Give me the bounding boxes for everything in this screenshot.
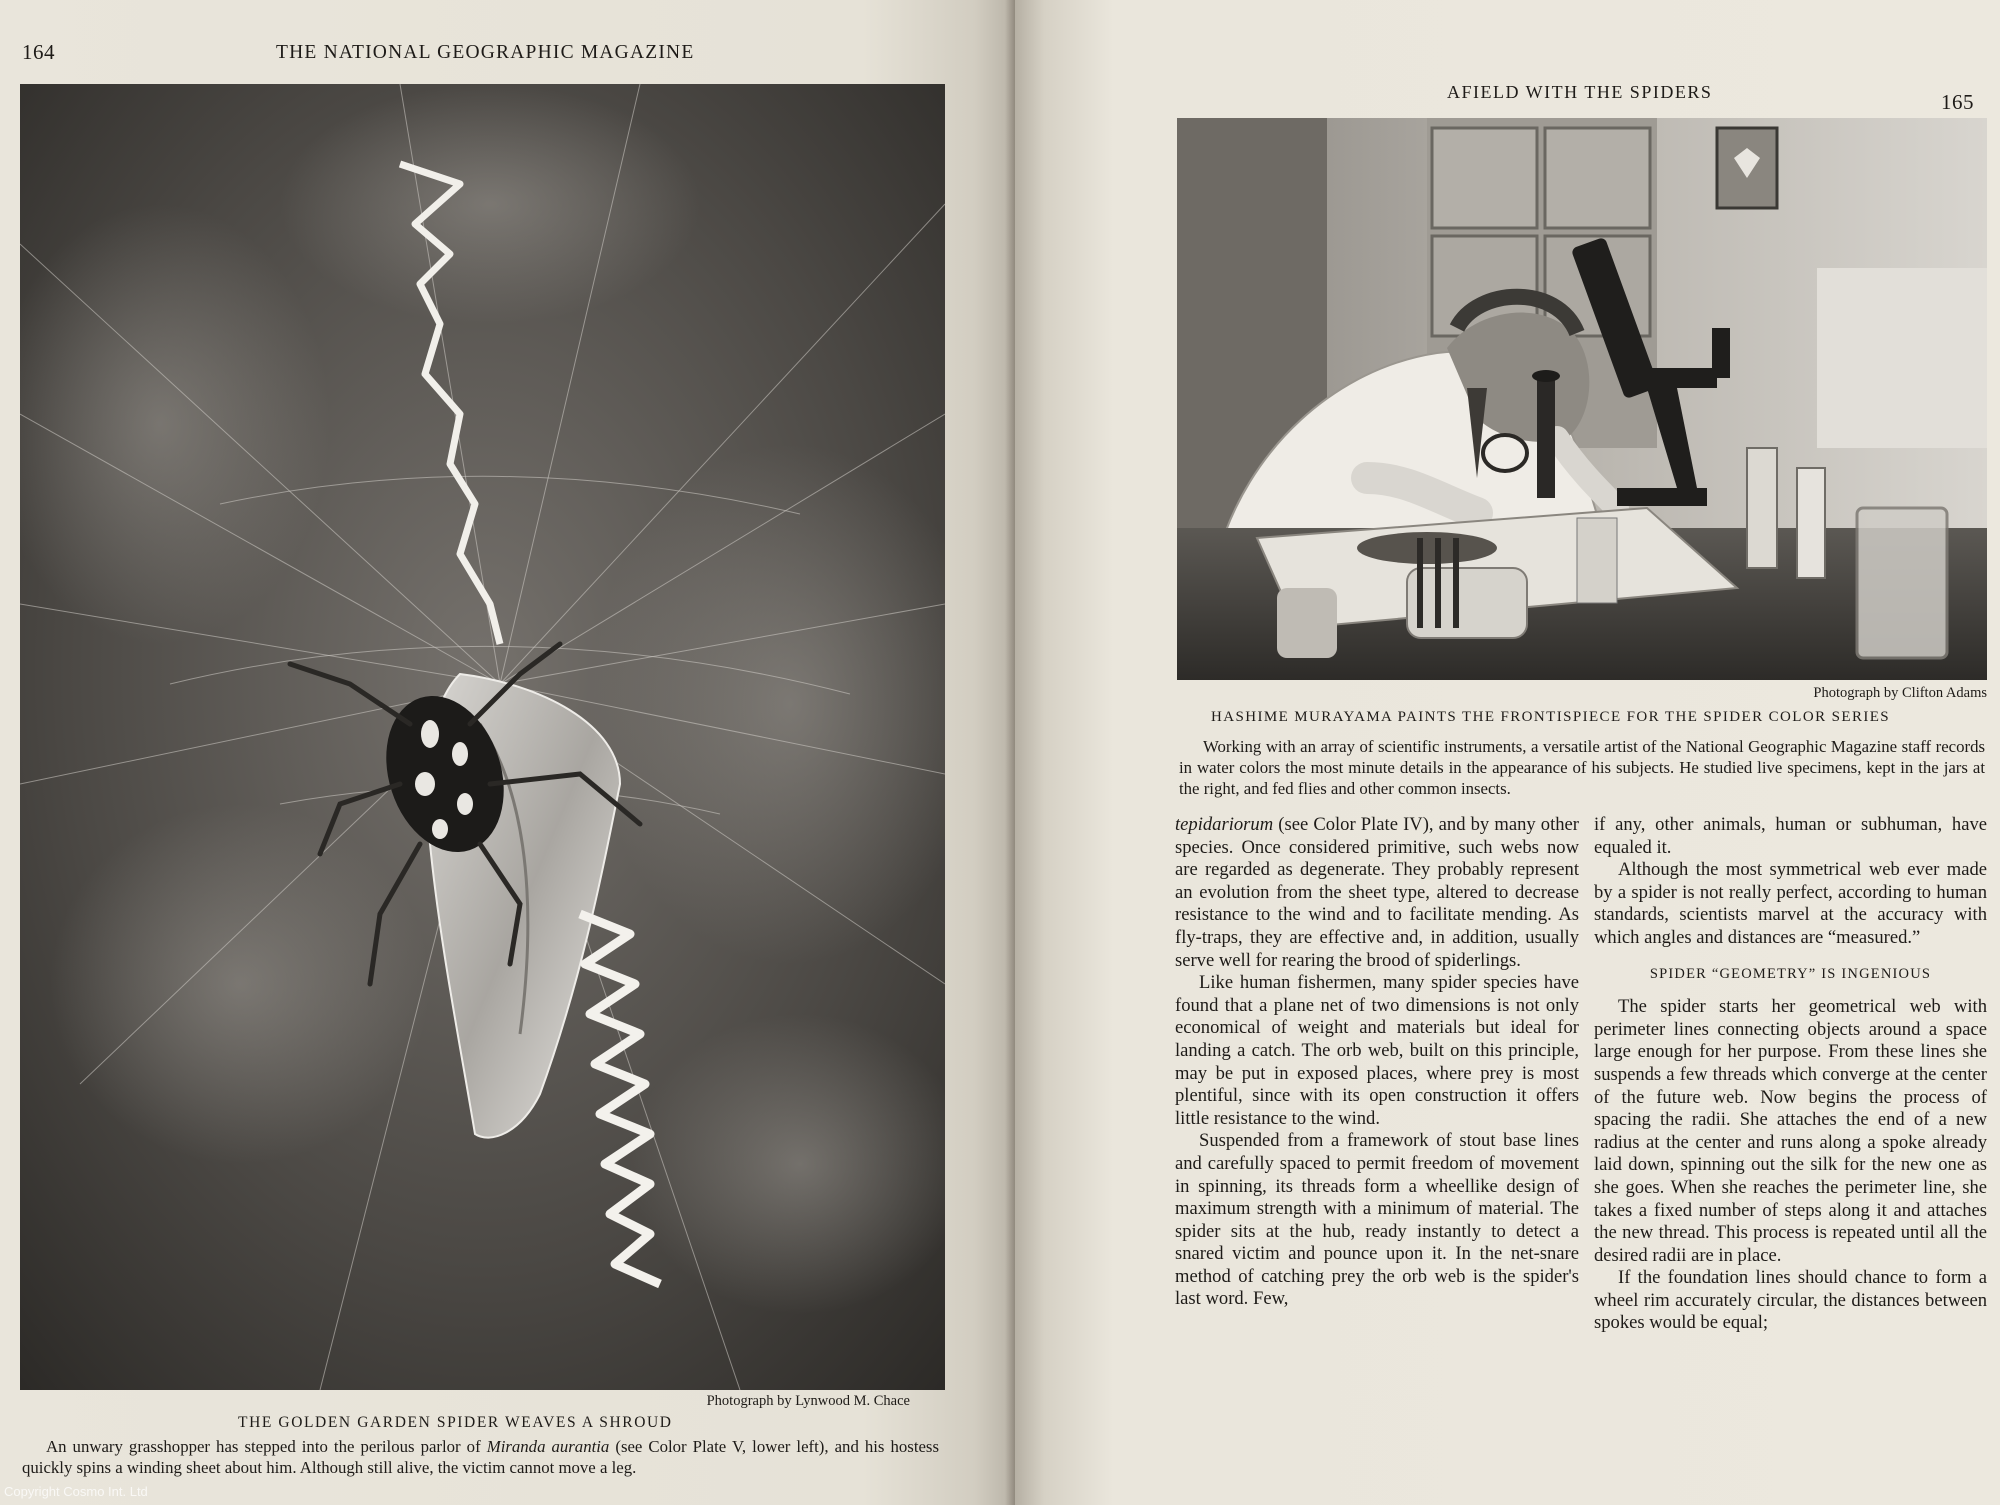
golden-garden-spider-photo (20, 84, 945, 1390)
column-1-paragraph-1 (1175, 814, 1579, 972)
column-2-paragraph-3: The spider starts her geometrical web with perimeter lines connecting objects around a space large enough for her purpose. From these lines she suspends a few threads which converge at the center of the future web. Now begins the process of spacing the radii. She attaches the end of a new radius at the center and runs along a spoke already laid down, spinning out the silk for the new one as she goes. When she reaches the perimeter line, she takes a fixed number of steps along it and attaches the new thread. This process is repeated until all the desired radii are in place. (1594, 996, 1987, 1266)
right-caption-title: HASHIME MURAYAMA PAINTS THE FRONTISPIECE FOR THE SPIDER COLOR SERIES (1211, 709, 1891, 725)
copyright-watermark: Copyright Cosmo Int. Ltd (4, 1484, 148, 1499)
left-caption-species: Miranda aurantia (486, 1437, 610, 1456)
left-page-number: 164 (22, 40, 55, 64)
article-column-2 (1594, 814, 1987, 1335)
column-2-paragraph-4: If the foundation lines should chance to form a wheel rim accurately circular, the distances between spokes would be equal; (1594, 1267, 1987, 1334)
column-2-paragraph-1: if any, other animals, human or subhuman, have equaled it. (1594, 814, 1987, 858)
column-1-paragraph-1-text: (see Color Plate IV), and by many other species. Once considered primitive, such webs now are regarded as degenerate. They probably represent an evolution from the sheet type, altered to decrease resistance to the wind and to facilitate mending. As fly-traps, they are effective and, in addition, usually serve well for rearing the brood of spiderlings. (1175, 814, 1579, 971)
species-name-tepidariorum: tepidariorum (1175, 814, 1274, 835)
column-1-paragraph-2: Like human fishermen, many spider species have found that a plane net of two dimensions is not only economical of weight and materials but ideal for landing a catch. The orb web, built on this principle, may be put in exposed places, where prey is most plentiful, since with its open construction it offers little resistance to the wind. (1175, 972, 1579, 1129)
right-photo-credit: Photograph by Clifton Adams (1813, 685, 1987, 701)
artist-microscope-image (1177, 118, 1987, 680)
left-caption-title: THE GOLDEN GARDEN SPIDER WEAVES A SHROUD (238, 1414, 673, 1431)
right-page (1015, 0, 2000, 1505)
left-caption-body (22, 1436, 939, 1478)
section-subhead: SPIDER “GEOMETRY” IS INGENIOUS (1649, 965, 1932, 982)
column-2-paragraph-2: Although the most symmetrical web ever made by a spider is not really perfect, according to human standards, scientists marvel at the accuracy with which angles and distances are “measured.” (1594, 859, 1987, 948)
left-caption-text-2: (see Color Plate V, lower left), and his hostess quickly spins a winding sheet about him. Although still alive, the victim cannot move a leg. (22, 1437, 939, 1477)
spider-web-image (20, 84, 945, 1390)
right-running-head: AFIELD WITH THE SPIDERS (1447, 82, 1713, 102)
column-1-paragraph-3: Suspended from a framework of stout base lines and carefully spaced to permit freedom of movement in spinning, its threads form a wheellike design of maximum strength with a minimum of material. The spider sits at the hub, ready instantly to detect a snared victim and pounce upon it. In the net-snare method of catching prey the orb web is the spider's last word. Few, (1175, 1130, 1579, 1310)
left-photo-credit: Photograph by Lynwood M. Chace (706, 1393, 910, 1409)
artist-at-work-photo (1177, 118, 1987, 680)
right-caption-text: Working with an array of scientific instruments, a versatile artist of the National Geographic Magazine staff records in water colors the most minute details in the appearance of his subjects. He studied live specimens, kept in the jars at the right, and fed flies and other common insects. (1179, 737, 1985, 798)
left-running-head: THE NATIONAL GEOGRAPHIC MAGAZINE (276, 42, 695, 63)
right-page-number: 165 (1941, 90, 1974, 114)
left-caption-text-1: An unwary grasshopper has stepped into the perilous parlor of (46, 1437, 487, 1456)
right-caption-body (1179, 736, 1985, 799)
article-column-1 (1175, 814, 1579, 1311)
